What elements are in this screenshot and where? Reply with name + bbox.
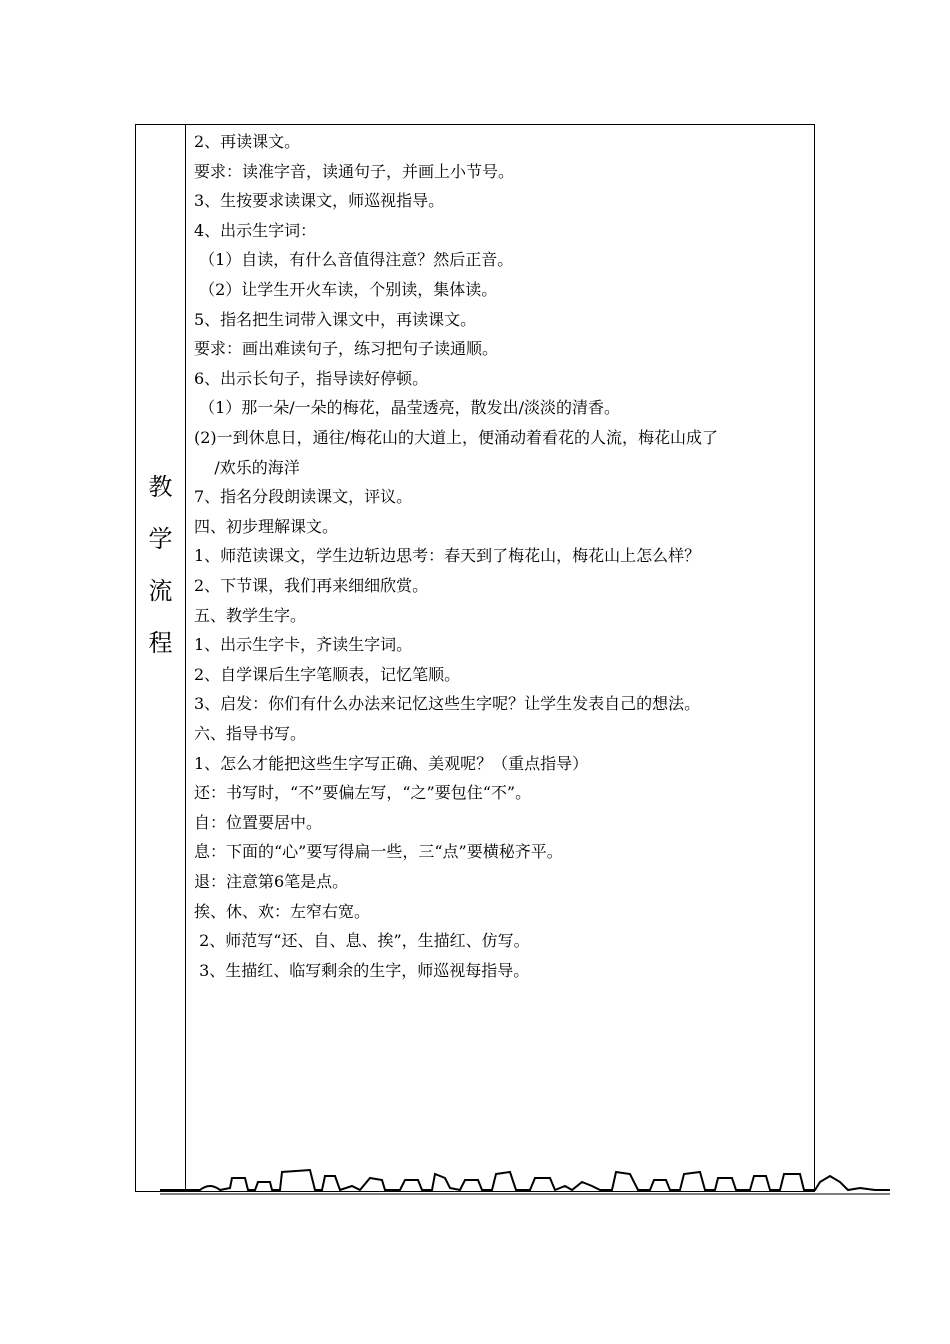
content-line: 4、出示生字词： — [194, 221, 317, 240]
content-line: 2、自学课后生字笔顺表，记忆笔顺。 — [194, 665, 461, 684]
content-line: 1、出示生字卡，齐读生字词。 — [194, 635, 413, 654]
lesson-table — [135, 124, 815, 1192]
column-divider — [185, 125, 186, 1191]
content-line: （2）让学生开火车读，个别读，集体读。 — [194, 280, 498, 299]
content-line: 要求：读准字音，读通句子，并画上小节号。 — [194, 162, 515, 181]
content-line: 3、生描红、临写剩余的生字，师巡视每指导。 — [194, 961, 530, 980]
content-line: 息：下面的“心”要写得扁一些，三“点”要横秘齐平。 — [194, 842, 563, 861]
content-line: 六、指导书写。 — [194, 724, 307, 743]
content-line: 2、师范写“还、自、息、挨”，生描红、仿写。 — [194, 931, 530, 950]
content-line: 要求：画出难读句子，练习把句子读通顺。 — [194, 339, 499, 358]
content-line: 3、启发：你们有什么办法来记忆这些生字呢？让学生发表自己的想法。 — [194, 694, 701, 713]
section-label-char: 流 — [148, 577, 173, 605]
content-line: （1）那一朵/一朵的梅花，晶莹透亮，散发出/淡淡的清香。 — [194, 398, 621, 417]
content-line: 挨、休、欢：左窄右宽。 — [194, 902, 371, 921]
section-label-char: 教 — [148, 473, 173, 501]
content-line: /欢乐的海洋 — [194, 458, 300, 477]
content-line: 还：书写时，“不”要偏左写，“之”要包住“不”。 — [194, 783, 532, 802]
decorative-skyline-border — [160, 1160, 890, 1200]
content-line: 6、出示长句子，指导读好停顿。 — [194, 369, 429, 388]
content-line: 退：注意第6笔是点。 — [194, 872, 349, 891]
section-label-char: 学 — [148, 525, 173, 553]
content-line: 7、指名分段朗读课文，评议。 — [194, 487, 413, 506]
content-line: 四、初步理解课文。 — [194, 517, 339, 536]
content-line: 1、怎么才能把这些生字写正确、美观呢？（重点指导） — [194, 754, 589, 773]
section-label — [136, 461, 185, 669]
content-line: 3、生按要求读课文，师巡视指导。 — [194, 191, 445, 210]
content-line: 5、指名把生词带入课文中，再读课文。 — [194, 310, 477, 329]
content-line: 五、教学生字。 — [194, 606, 307, 625]
content-line: 自：位置要居中。 — [194, 813, 323, 832]
content-line: （1）自读，有什么音值得注意？然后正音。 — [194, 250, 514, 269]
content-line: 2、下节课，我们再来细细欣赏。 — [194, 576, 429, 595]
section-label-char: 程 — [148, 629, 173, 657]
content-line: 2、再读课文。 — [194, 132, 301, 151]
content-line: (2)一到休息日，通往/梅花山的大道上，便涌动着看花的人流，梅花山成了 — [194, 428, 719, 447]
content-line: 1、师范读课文，学生边斩边思考：春天到了梅花山，梅花山上怎么样？ — [194, 546, 701, 565]
